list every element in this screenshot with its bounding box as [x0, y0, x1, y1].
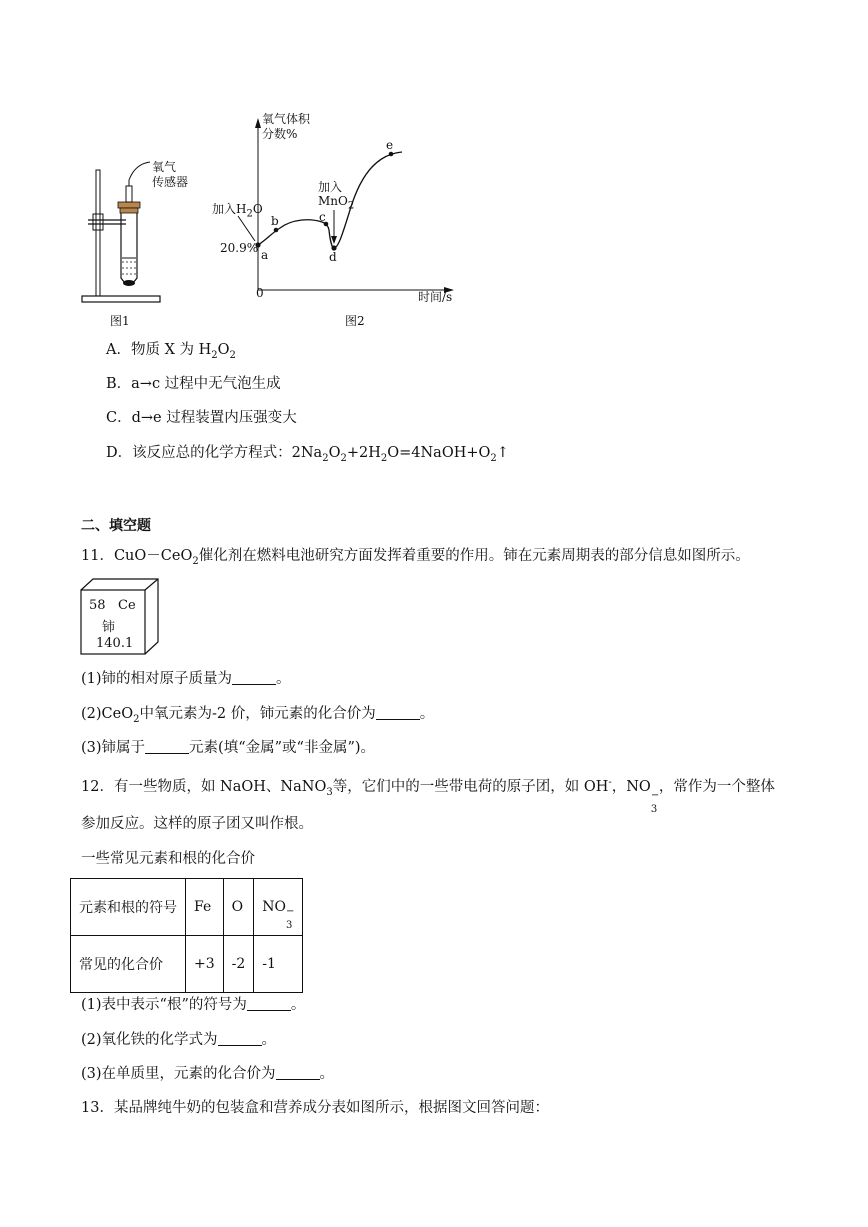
y-value-label: 20.9%: [220, 241, 259, 255]
q12-part-1: (1)表中表示“根”的符号为 。: [81, 997, 306, 1013]
table-row: [71, 936, 303, 993]
annotation-add-mno2: 加入 MnO$_2$: [318, 180, 355, 212]
label-point-e: e: [386, 138, 394, 152]
q12-part-2: (2)氧化铁的化学式为 。: [81, 1032, 277, 1048]
q12-part-3: (3)在单质里，元素的化合价为 。: [81, 1066, 335, 1082]
table-cell: -2: [223, 936, 254, 993]
annotation-add-h2o: 加入$H_2O$: [212, 202, 263, 220]
table-title: 一些常见元素和根的化合价: [81, 851, 255, 867]
section-title: 二、填空题: [81, 518, 151, 534]
figure-1-label: 图1: [110, 314, 130, 328]
table-cell: +3: [186, 936, 224, 993]
table-cell: Fe: [186, 879, 224, 936]
option-a: A．物质 X 为 $H_2O_2$: [106, 342, 236, 361]
element-number: 58: [89, 598, 106, 613]
answer-blank[interactable]: [218, 1031, 262, 1046]
origin-label: 0: [256, 286, 264, 300]
table-cell: -1: [254, 936, 303, 993]
option-b: B．a→c 过程中无气泡生成: [106, 376, 281, 392]
table-cell: 元素和根的符号: [71, 879, 186, 936]
element-symbol: Ce: [118, 598, 136, 613]
q11-part-3: (3)铈属于 元素(填“金属”或“非金属”)。: [81, 740, 376, 756]
label-point-d: d: [329, 250, 337, 264]
answer-blank[interactable]: [145, 739, 189, 754]
q13-stem: 13．某品牌纯牛奶的包装盒和营养成分表如图所示，根据图文回答问题：: [81, 1100, 549, 1116]
label-point-a: a: [261, 248, 269, 262]
figure-2-label: 图2: [345, 314, 365, 328]
q12-stem: 12．有一些物质，如 NaOH、NaNO$_3$等，它们中的一些带电荷的原子团，如 OH-，NO − 3 ，常作为一个整体: [81, 777, 775, 815]
valence-table: [70, 878, 303, 993]
q11-stem: 11．CuO－CeO$_2$催化剂在燃料电池研究方面发挥着重要的作用。铈在元素周期表的部分信息如图所示。: [81, 548, 750, 567]
x-axis-label: 时间/s: [418, 290, 453, 304]
answer-blank[interactable]: [232, 670, 276, 685]
point-b: [274, 228, 279, 233]
table-cell: NO − 3: [254, 879, 303, 936]
sensor-label: 氧气 传感器: [152, 160, 189, 189]
q12-stem-line2: 参加反应。这样的原子团又叫作根。: [81, 816, 313, 832]
table-row: [71, 879, 303, 936]
element-name: 铈: [102, 620, 116, 635]
answer-blank[interactable]: [247, 996, 291, 1011]
point-e: [389, 152, 394, 157]
option-d: D．该反应总的化学方程式：$2Na_2O_2+2H_2O=4NaOH+O_2↑$: [106, 445, 509, 464]
table-cell: O: [223, 879, 254, 936]
table-cell: 常见的化合价: [71, 936, 186, 993]
q11-part-1: (1)铈的相对原子质量为 。: [81, 671, 291, 687]
answer-blank[interactable]: [276, 1065, 320, 1080]
answer-blank[interactable]: [376, 705, 420, 720]
q11-part-2: (2)CeO$_2$中氧元素为-2 价，铈元素的化合价为 。: [81, 706, 435, 725]
label-point-b: b: [271, 214, 279, 228]
y-axis-label: 氧气体积 分数%: [262, 112, 311, 141]
label-point-c: c: [319, 210, 326, 224]
option-c: C．d→e 过程装置内压强变大: [106, 410, 297, 426]
element-mass: 140.1: [96, 636, 134, 651]
